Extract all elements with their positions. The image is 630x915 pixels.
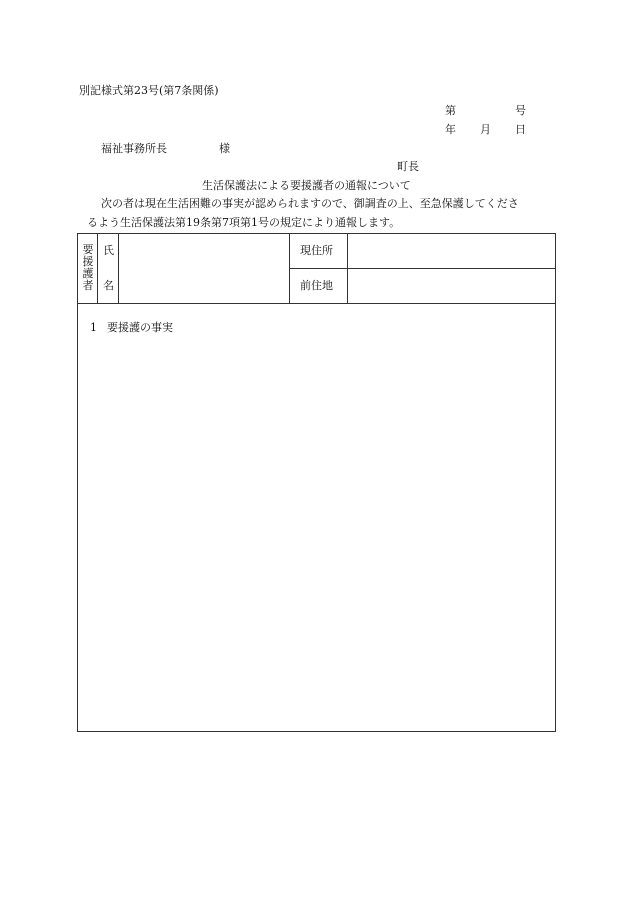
table-divider-name-value [289, 233, 290, 303]
table-border-right [555, 233, 556, 732]
addressee-name: 福祉事務所長 [101, 142, 167, 155]
facts-section-title: 要援護の事実 [107, 321, 173, 334]
document-title: 生活保護法による要援護者の通報について [202, 179, 411, 192]
group-label-char: 護 [82, 267, 94, 280]
sender-title: 町長 [397, 160, 419, 173]
date-month-label: 月 [480, 123, 491, 136]
date-day-label: 日 [515, 123, 526, 136]
document-number-suffix: 号 [515, 104, 526, 117]
facts-section-number: 1 [90, 321, 97, 334]
group-label-char: 援 [82, 255, 94, 268]
table-border-bottom [77, 731, 556, 732]
name-label-bottom: 名 [103, 279, 114, 292]
facts-section-heading [90, 321, 173, 334]
current-address-label: 現住所 [300, 244, 333, 257]
previous-address-label: 前住地 [300, 279, 333, 292]
name-label-top: 氏 [103, 244, 114, 257]
addressee-honorific: 様 [219, 142, 230, 155]
table-divider-name-label [118, 233, 119, 303]
facts-entry-area [85, 340, 547, 725]
body-text-line-1: 次の者は現在生活困難の事実が認められますので、御調査の上、至急保護してくださ [101, 197, 519, 210]
table-border-top [77, 233, 556, 234]
group-label-char: 者 [82, 279, 94, 292]
document-number-prefix: 第 [445, 104, 456, 117]
table-divider-group-label [97, 233, 98, 303]
table-divider-address-label [347, 233, 348, 303]
group-label-char: 要 [82, 243, 94, 256]
form-number: 別記様式第23号(第7条関係) [79, 84, 219, 97]
table-border-left [77, 233, 78, 732]
date-year-label: 年 [445, 123, 456, 136]
body-text-line-2: るよう生活保護法第19条第7項第1号の規定により通報します。 [87, 216, 401, 229]
table-divider-address [289, 268, 556, 269]
table-divider-section [77, 303, 556, 304]
group-label-applicant [79, 244, 97, 292]
